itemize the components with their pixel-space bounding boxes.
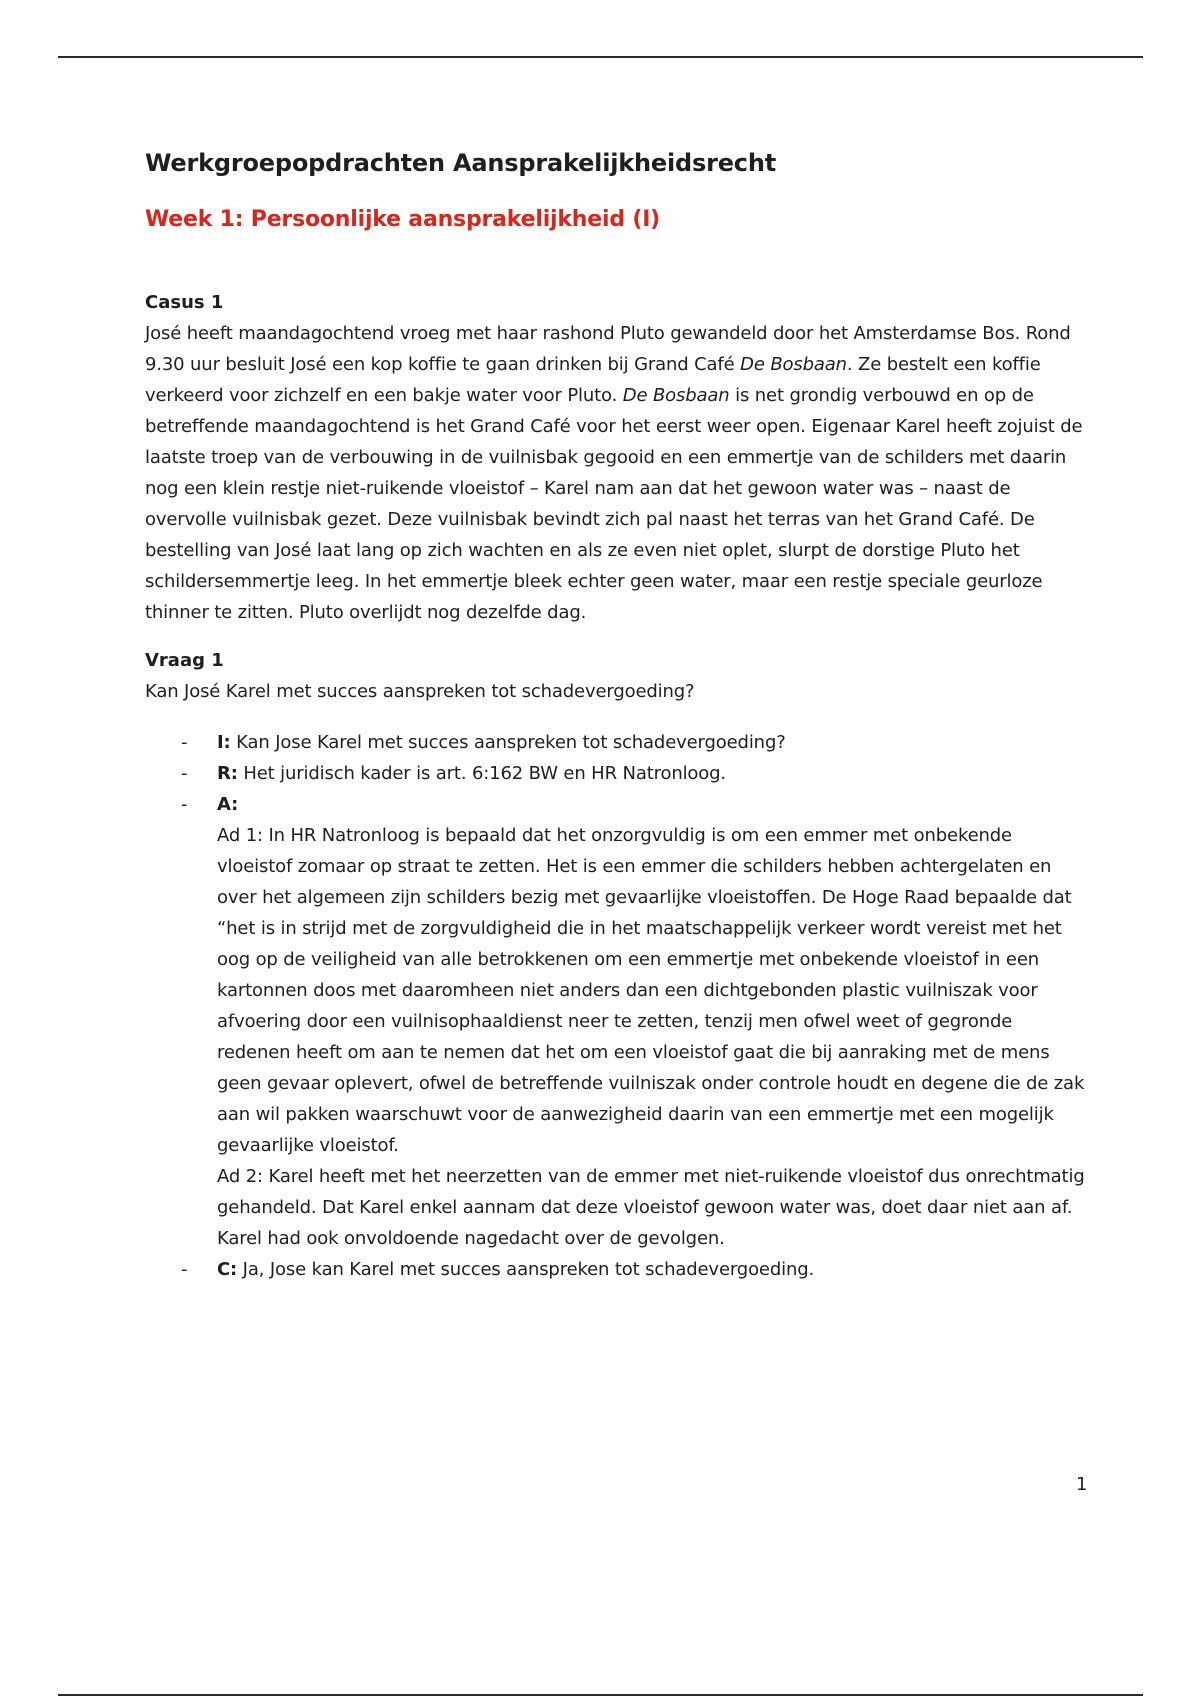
issue-text: Kan Jose Karel met succes aanspreken tot schadevergoeding?	[230, 732, 786, 753]
rule-text: Het juridisch kader is art. 6:162 BW en HR Natronloog.	[237, 763, 727, 784]
list-dash: -	[181, 1259, 188, 1280]
casus-heading: Casus 1	[145, 292, 224, 313]
analysis-ad-1: Ad 1: In HR Natronloog is bepaald dat het onzorgvuldig is om een emmer met onbekende vloeistof zomaar op straat te zetten. Het is een emmer die schilders hebben achtergelaten en over het algemeen zijn schilders bezig met gevaarlijke vloeistoffen. De Hoge Raad bepaalde dat “het is in strijd met de zorgvuldigheid die in het maatschappelijk verkeer wordt vereist met het oog op de veiligheid van alle betrokkenen om een emmertje met onbekende vloeistof in een kartonnen doos met daaromheen niet anders dan een dichtgebonden plastic vuilniszak voor afvoering door een vuilnisophaaldienst neer te zetten, tenzij men ofwel weet of gegronde redenen heeft om aan te nemen dat het om een vloeistof gaat die bij aanraking met de mens geen gevaar oplevert, ofwel de betreffende vuilniszak onder controle houdt en degene die de zak aan wil pakken waarschuwt voor de aanwezigheid daarin van een emmertje met een mogelijk gevaarlijke vloeistof.	[217, 825, 1085, 1156]
page-number: 1	[1076, 1474, 1088, 1495]
conclusion-text: Ja, Jose kan Karel met succes aanspreken tot schadevergoeding.	[237, 1259, 815, 1280]
header-rule	[58, 56, 1143, 58]
conclusion-label: C:	[217, 1259, 238, 1280]
cafe-name: De Bosbaan	[740, 354, 847, 375]
list-dash: -	[181, 763, 188, 784]
footer-rule	[58, 1694, 1143, 1696]
vraag-heading: Vraag 1	[145, 650, 224, 671]
irac-answer-list	[145, 727, 1090, 1285]
irac-item-analysis	[145, 789, 1090, 1254]
irac-item-issue	[145, 727, 1090, 758]
analysis-label: A:	[217, 794, 239, 815]
document-body	[145, 146, 1090, 1285]
casus-text	[145, 318, 1090, 628]
vraag-question: Kan José Karel met succes aanspreken tot schadevergoeding?	[145, 681, 695, 702]
issue-label: I:	[217, 732, 231, 753]
list-dash: -	[181, 732, 188, 753]
list-dash: -	[181, 794, 188, 815]
week-title: Week 1: Persoonlijke aansprakelijkheid (I)	[145, 207, 661, 232]
casus-text-part: . Ze bestelt een koffie verkeerd voor zichzelf en een bakje water voor Pluto.	[145, 354, 1041, 406]
irac-item-rule	[145, 758, 1090, 789]
casus-text-part: José heeft maandagochtend vroeg met haar rashond Pluto gewandeld door het Amsterdamse Bos. Rond 9.30 uur besluit José een kop koffie te gaan drinken bij Grand Café	[145, 323, 1071, 375]
analysis-ad-2: Ad 2: Karel heeft met het neerzetten van de emmer met niet-ruikende vloeistof dus onrechtmatig gehandeld. Dat Karel enkel aannam dat deze vloeistof gewoon water was, doet daar niet aan af. Karel had ook onvoldoende nagedacht over de gevolgen.	[217, 1166, 1085, 1249]
rule-label: R:	[217, 763, 238, 784]
cafe-name: De Bosbaan	[622, 385, 730, 406]
document-title: Werkgroepopdrachten Aansprakelijkheidsrecht	[145, 149, 776, 177]
casus-text-part: is net grondig verbouwd en op de betreffende maandagochtend is het Grand Café voor het eerst weer open. Eigenaar Karel heeft zojuist de laatste troep van de verbouwing in de vuilnisbak gegooid en een emmertje van de schilders met daarin nog een klein restje niet-ruikende vloeistof – Karel nam aan dat het gewoon water was – naast de overvolle vuilnisbak gezet. Deze vuilnisbak bevindt zich pal naast het terras van het Grand Café. De bestelling van José laat lang op zich wachten en als ze even niet oplet, slurpt de dorstige Pluto het schildersemmertje leeg. In het emmertje bleek echter geen water, maar een restje speciale geurloze thinner te zitten. Pluto overlijdt nog dezelfde dag.	[145, 385, 1083, 623]
irac-item-conclusion	[145, 1254, 1090, 1285]
